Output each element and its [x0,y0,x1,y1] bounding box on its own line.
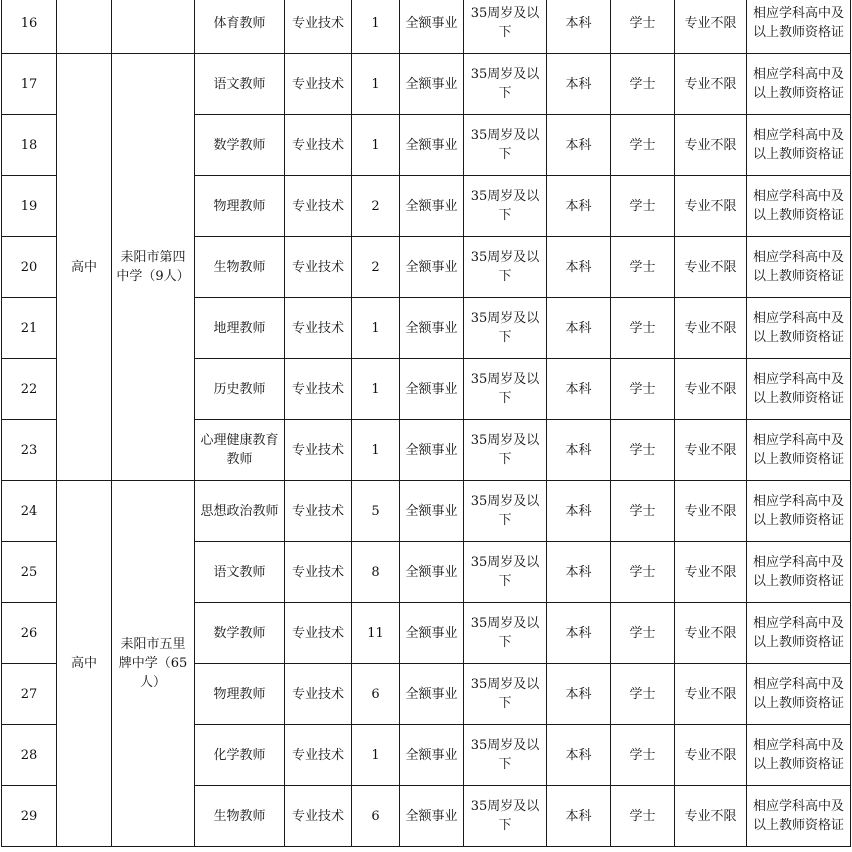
recruitment-table [1,0,851,847]
level-cell [57,0,112,54]
funding-type-cell: 全额事业 [400,298,464,359]
education-cell: 本科 [547,115,611,176]
post-type-cell: 专业技术 [285,542,352,603]
qualification-cell: 相应学科高中及以上教师资格证 [747,603,851,664]
education-cell: 本科 [547,359,611,420]
hire-count-cell: 1 [352,420,400,481]
hire-count-cell: 2 [352,237,400,298]
qualification-cell: 相应学科高中及以上教师资格证 [747,481,851,542]
qualification-cell: 相应学科高中及以上教师资格证 [747,176,851,237]
post-type-cell: 专业技术 [285,664,352,725]
age-requirement-cell: 35周岁及以下 [464,115,547,176]
serial-number-cell: 27 [2,664,57,725]
funding-type-cell: 全额事业 [400,115,464,176]
major-cell: 专业不限 [675,542,747,603]
post-name-cell: 语文教师 [195,542,285,603]
major-cell: 专业不限 [675,603,747,664]
post-type-cell: 专业技术 [285,0,352,54]
age-requirement-cell: 35周岁及以下 [464,420,547,481]
degree-cell: 学士 [611,237,675,298]
major-cell: 专业不限 [675,725,747,786]
hire-count-cell: 6 [352,664,400,725]
funding-type-cell: 全额事业 [400,54,464,115]
major-cell: 专业不限 [675,298,747,359]
hire-count-cell: 6 [352,786,400,847]
post-type-cell: 专业技术 [285,420,352,481]
funding-type-cell: 全额事业 [400,420,464,481]
hire-count-cell: 1 [352,0,400,54]
serial-number-cell: 26 [2,603,57,664]
funding-type-cell: 全额事业 [400,0,464,54]
education-cell: 本科 [547,603,611,664]
post-type-cell: 专业技术 [285,481,352,542]
education-cell: 本科 [547,664,611,725]
education-cell: 本科 [547,0,611,54]
school-cell: 耒阳市第四中学（9人） [112,54,195,481]
major-cell: 专业不限 [675,420,747,481]
serial-number-cell: 18 [2,115,57,176]
hire-count-cell: 11 [352,603,400,664]
degree-cell: 学士 [611,176,675,237]
education-cell: 本科 [547,237,611,298]
degree-cell: 学士 [611,420,675,481]
education-cell: 本科 [547,542,611,603]
qualification-cell: 相应学科高中及以上教师资格证 [747,237,851,298]
qualification-cell: 相应学科高中及以上教师资格证 [747,298,851,359]
hire-count-cell: 1 [352,725,400,786]
serial-number-cell: 23 [2,420,57,481]
degree-cell: 学士 [611,664,675,725]
degree-cell: 学士 [611,0,675,54]
funding-type-cell: 全额事业 [400,786,464,847]
post-name-cell: 物理教师 [195,664,285,725]
serial-number-cell: 25 [2,542,57,603]
degree-cell: 学士 [611,786,675,847]
major-cell: 专业不限 [675,115,747,176]
serial-number-cell: 16 [2,0,57,54]
major-cell: 专业不限 [675,359,747,420]
funding-type-cell: 全额事业 [400,176,464,237]
age-requirement-cell: 35周岁及以下 [464,664,547,725]
major-cell: 专业不限 [675,54,747,115]
funding-type-cell: 全额事业 [400,603,464,664]
serial-number-cell: 28 [2,725,57,786]
age-requirement-cell: 35周岁及以下 [464,298,547,359]
post-type-cell: 专业技术 [285,237,352,298]
post-type-cell: 专业技术 [285,359,352,420]
qualification-cell: 相应学科高中及以上教师资格证 [747,664,851,725]
post-type-cell: 专业技术 [285,115,352,176]
serial-number-cell: 24 [2,481,57,542]
hire-count-cell: 2 [352,176,400,237]
post-type-cell: 专业技术 [285,54,352,115]
age-requirement-cell: 35周岁及以下 [464,786,547,847]
qualification-cell: 相应学科高中及以上教师资格证 [747,542,851,603]
degree-cell: 学士 [611,603,675,664]
age-requirement-cell: 35周岁及以下 [464,481,547,542]
major-cell: 专业不限 [675,481,747,542]
degree-cell: 学士 [611,725,675,786]
degree-cell: 学士 [611,115,675,176]
education-cell: 本科 [547,176,611,237]
age-requirement-cell: 35周岁及以下 [464,725,547,786]
funding-type-cell: 全额事业 [400,359,464,420]
school-cell: 耒阳市五里牌中学（65人） [112,481,195,847]
age-requirement-cell: 35周岁及以下 [464,603,547,664]
qualification-cell: 相应学科高中及以上教师资格证 [747,54,851,115]
hire-count-cell: 1 [352,54,400,115]
post-name-cell: 生物教师 [195,786,285,847]
serial-number-cell: 20 [2,237,57,298]
post-name-cell: 化学教师 [195,725,285,786]
qualification-cell: 相应学科高中及以上教师资格证 [747,420,851,481]
table-row [2,0,851,54]
major-cell: 专业不限 [675,0,747,54]
education-cell: 本科 [547,725,611,786]
qualification-cell: 相应学科高中及以上教师资格证 [747,725,851,786]
degree-cell: 学士 [611,359,675,420]
funding-type-cell: 全额事业 [400,725,464,786]
qualification-cell: 相应学科高中及以上教师资格证 [747,115,851,176]
serial-number-cell: 19 [2,176,57,237]
qualification-cell: 相应学科高中及以上教师资格证 [747,786,851,847]
degree-cell: 学士 [611,481,675,542]
funding-type-cell: 全额事业 [400,542,464,603]
table-body [2,0,851,847]
serial-number-cell: 17 [2,54,57,115]
post-name-cell: 语文教师 [195,54,285,115]
post-name-cell: 体育教师 [195,0,285,54]
hire-count-cell: 1 [352,115,400,176]
post-name-cell: 地理教师 [195,298,285,359]
qualification-cell: 相应学科高中及以上教师资格证 [747,359,851,420]
post-name-cell: 数学教师 [195,603,285,664]
post-type-cell: 专业技术 [285,603,352,664]
post-type-cell: 专业技术 [285,786,352,847]
level-cell: 高中 [57,54,112,481]
education-cell: 本科 [547,420,611,481]
age-requirement-cell: 35周岁及以下 [464,542,547,603]
education-cell: 本科 [547,54,611,115]
education-cell: 本科 [547,298,611,359]
education-cell: 本科 [547,786,611,847]
school-cell [112,0,195,54]
degree-cell: 学士 [611,542,675,603]
qualification-cell: 相应学科高中及以上教师资格证 [747,0,851,54]
serial-number-cell: 21 [2,298,57,359]
age-requirement-cell: 35周岁及以下 [464,0,547,54]
post-name-cell: 心理健康教育教师 [195,420,285,481]
hire-count-cell: 5 [352,481,400,542]
table-row [2,54,851,115]
funding-type-cell: 全额事业 [400,481,464,542]
age-requirement-cell: 35周岁及以下 [464,176,547,237]
age-requirement-cell: 35周岁及以下 [464,359,547,420]
post-name-cell: 生物教师 [195,237,285,298]
table-row [2,481,851,542]
hire-count-cell: 1 [352,298,400,359]
post-name-cell: 历史教师 [195,359,285,420]
post-name-cell: 数学教师 [195,115,285,176]
serial-number-cell: 29 [2,786,57,847]
serial-number-cell: 22 [2,359,57,420]
post-name-cell: 物理教师 [195,176,285,237]
education-cell: 本科 [547,481,611,542]
post-type-cell: 专业技术 [285,725,352,786]
hire-count-cell: 8 [352,542,400,603]
hire-count-cell: 1 [352,359,400,420]
degree-cell: 学士 [611,54,675,115]
major-cell: 专业不限 [675,176,747,237]
major-cell: 专业不限 [675,237,747,298]
major-cell: 专业不限 [675,786,747,847]
funding-type-cell: 全额事业 [400,664,464,725]
degree-cell: 学士 [611,298,675,359]
age-requirement-cell: 35周岁及以下 [464,54,547,115]
post-name-cell: 思想政治教师 [195,481,285,542]
funding-type-cell: 全额事业 [400,237,464,298]
post-type-cell: 专业技术 [285,298,352,359]
age-requirement-cell: 35周岁及以下 [464,237,547,298]
post-type-cell: 专业技术 [285,176,352,237]
level-cell: 高中 [57,481,112,847]
major-cell: 专业不限 [675,664,747,725]
